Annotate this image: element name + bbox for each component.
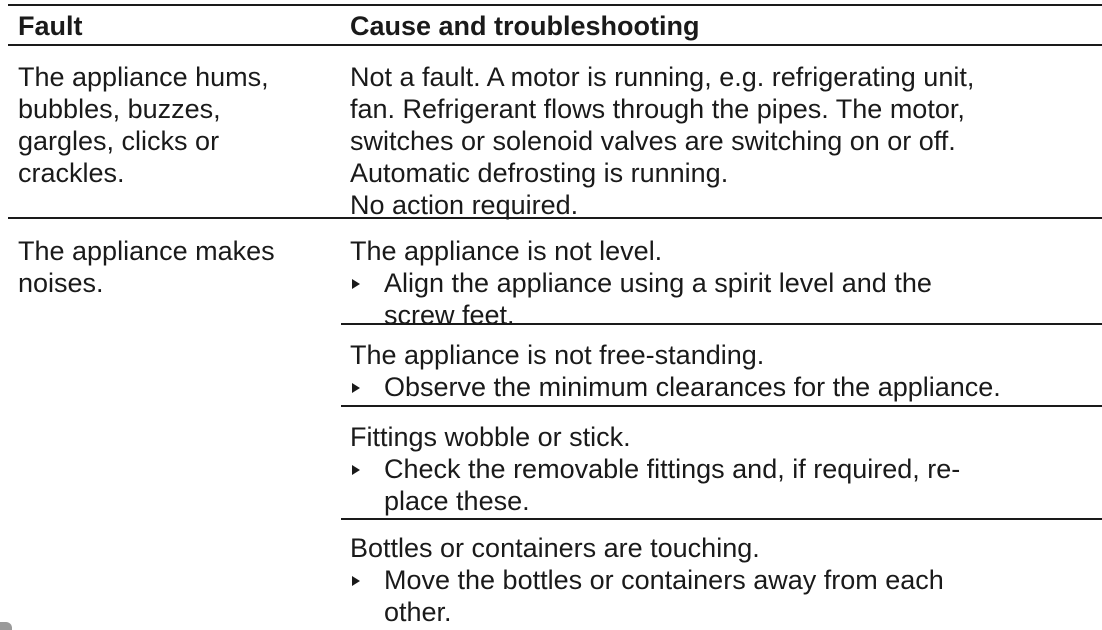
cause-cell: [341, 219, 1102, 628]
cause-text: The appliance is not free-standing.: [350, 340, 765, 370]
fault-column-header: Fault: [18, 11, 83, 41]
cause-line: Not a fault. A motor is running, e.g. refrigerating unit,: [350, 62, 975, 92]
troubleshooting-table: [8, 4, 1102, 628]
bullet-arrow-icon: [352, 279, 360, 289]
page-corner-tab: [0, 622, 12, 630]
cause-text: [341, 46, 1102, 221]
bullet-arrow-icon: [352, 383, 360, 393]
bullet-arrow-icon: [352, 576, 360, 586]
table-row: [8, 219, 1102, 628]
fault-cell: The appliance makes noises.: [18, 236, 275, 298]
cause-block: [341, 520, 1102, 628]
action-line: screw feet.: [384, 300, 515, 330]
action-line: Observe the minimum clearances for the appliance.: [384, 372, 1001, 402]
action-item: [350, 371, 1102, 403]
bullet-arrow-icon: [352, 465, 360, 475]
cause-line: No action required.: [350, 190, 579, 220]
cause-cell: [341, 46, 1102, 221]
action-line: place these.: [384, 486, 530, 516]
action-line: other.: [384, 597, 452, 627]
fault-cell: The appliance hums, bubbles, buzzes, gargles, clicks or crackles.: [18, 62, 269, 188]
action-item: [350, 453, 1102, 517]
table-row: [8, 46, 1102, 219]
cause-text: Bottles or containers are touching.: [350, 533, 760, 563]
cause-text: The appliance is not level.: [350, 236, 663, 266]
table-header: [8, 4, 1102, 46]
cause-block: [341, 219, 1102, 330]
cause-line: Automatic defrosting is running.: [350, 158, 729, 188]
cause-block: [341, 325, 1102, 407]
cause-text: Fittings wobble or stick.: [350, 422, 631, 452]
cause-block: [341, 407, 1102, 520]
action-line: Align the appliance using a spirit level and the: [384, 268, 932, 298]
cause-column-header: Cause and troubleshooting: [350, 11, 700, 41]
action-line: Check the removable fittings and, if required, re-: [384, 454, 961, 484]
action-item: [350, 564, 1102, 628]
action-line: Move the bottles or containers away from each: [384, 565, 944, 595]
cause-line: fan. Refrigerant flows through the pipes. The motor,: [350, 94, 965, 124]
action-item: [350, 267, 1102, 331]
cause-line: switches or solenoid valves are switching on or off.: [350, 126, 956, 156]
